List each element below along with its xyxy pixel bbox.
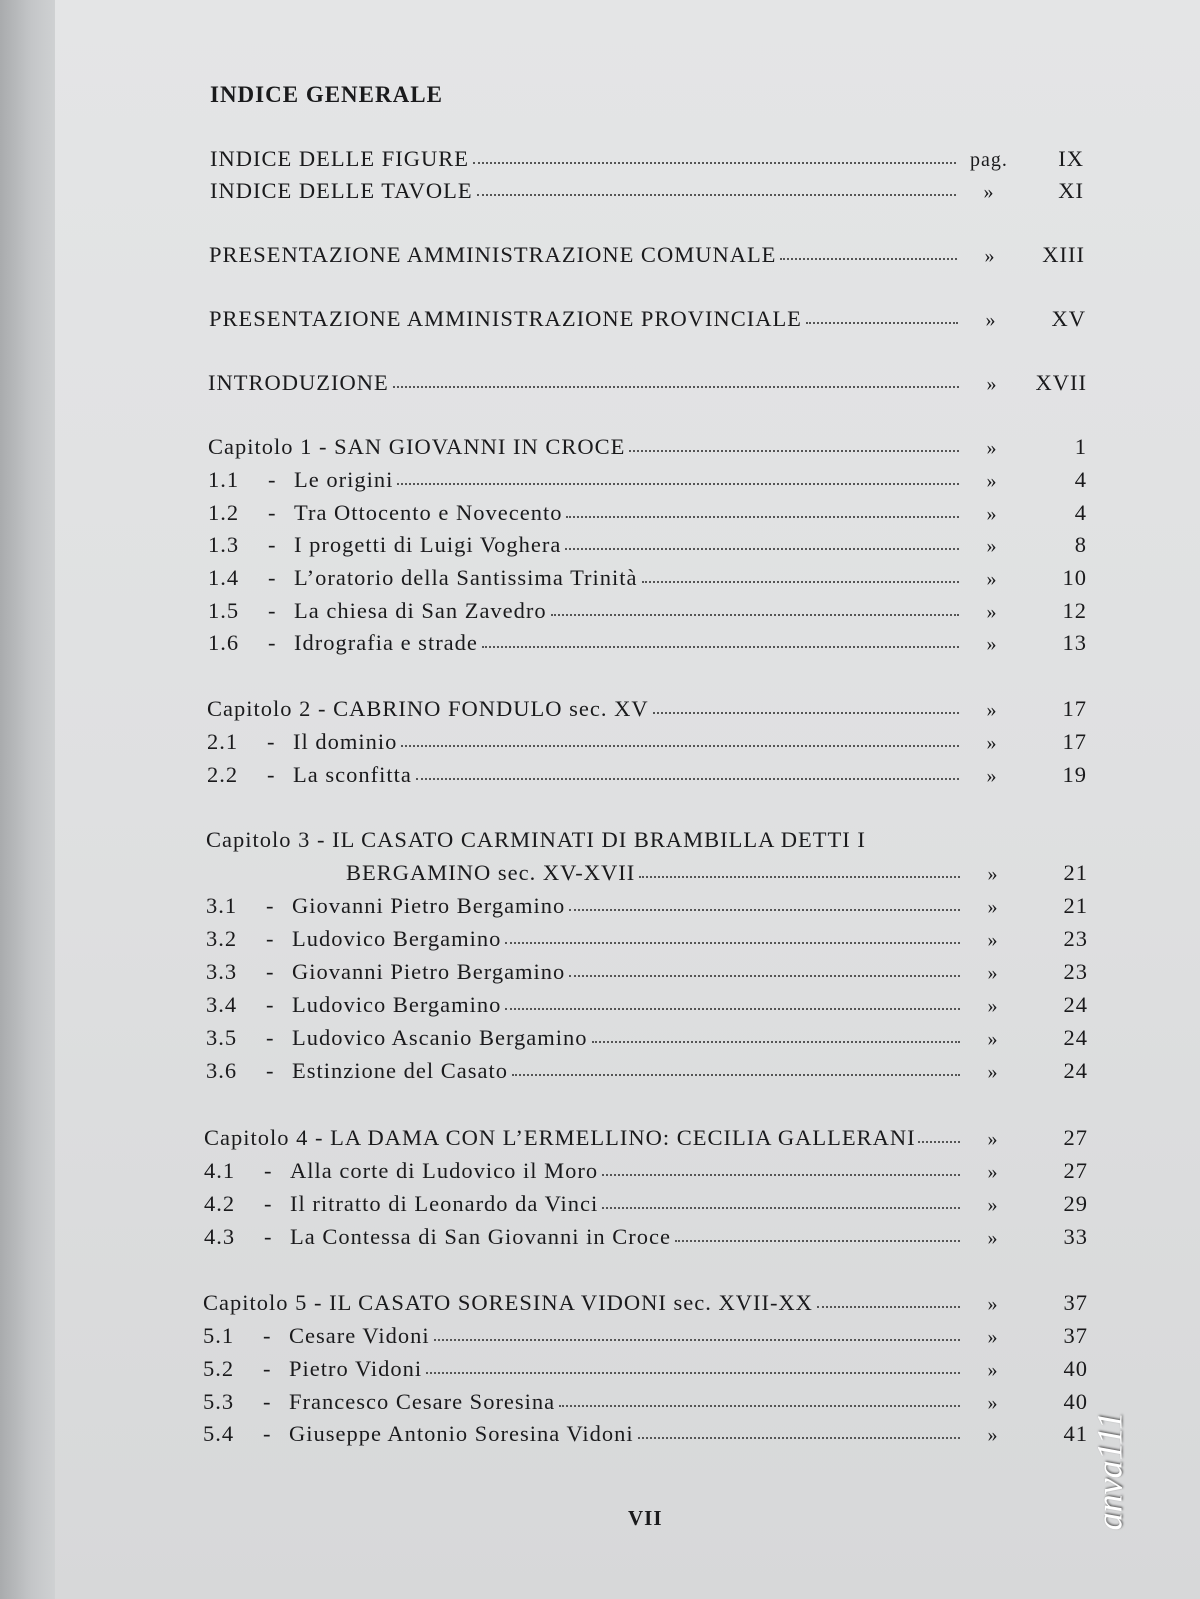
page-marker: »: [986, 568, 998, 590]
toc-entry-title: Il dominio: [293, 729, 398, 754]
separator-dash: -: [264, 1191, 273, 1216]
section-entry: [206, 1058, 1088, 1084]
page-marker: »: [987, 1424, 999, 1446]
separator-dash: -: [266, 992, 275, 1017]
separator-dash: -: [266, 926, 275, 951]
section-entry: [208, 598, 1087, 624]
section-number: 3.3: [206, 959, 238, 984]
toc-entry: [209, 242, 1085, 268]
chapter-entry-continuation: [206, 860, 1088, 886]
toc-entry-title: INDICE DELLE TAVOLE: [210, 178, 473, 203]
section-entry: [208, 630, 1087, 656]
dot-leader: [393, 386, 959, 388]
separator-dash: -: [267, 762, 276, 787]
toc-entry-title: PRESENTAZIONE AMMINISTRAZIONE PROVINCIALE: [209, 306, 802, 331]
toc-entry-page: 10: [1062, 565, 1087, 590]
section-number: 1.2: [208, 500, 240, 525]
separator-dash: -: [268, 532, 277, 557]
toc-entry-title: INTRODUZIONE: [208, 370, 389, 395]
section-entry: [208, 565, 1087, 591]
toc-entry-page: XVII: [1035, 370, 1087, 395]
section-entry: [208, 467, 1087, 493]
section-number: 3.1: [206, 893, 238, 918]
toc-entry-title: Alla corte di Ludovico il Moro: [290, 1158, 599, 1183]
toc-entry-title: BERGAMINO sec. XV-XVII: [346, 860, 636, 885]
page-marker: »: [986, 699, 998, 721]
dot-leader: [592, 1041, 960, 1043]
section-entry: [203, 1323, 1088, 1349]
page-marker: »: [987, 929, 999, 951]
dot-leader: [512, 1074, 960, 1076]
dot-leader: [642, 581, 959, 583]
section-number: 1.1: [208, 467, 240, 492]
separator-dash: -: [268, 565, 277, 590]
section-number: 5.1: [203, 1323, 235, 1348]
section-entry: [203, 1389, 1088, 1415]
toc-entry-page: 8: [1074, 532, 1087, 557]
separator-dash: -: [263, 1356, 272, 1381]
page-marker: »: [987, 896, 999, 918]
toc-entry: [208, 370, 1087, 396]
dot-leader: [551, 614, 959, 616]
page-marker: »: [986, 765, 998, 787]
toc-entry-title: La chiesa di San Zavedro: [294, 598, 547, 623]
dot-leader: [918, 1141, 960, 1143]
toc-entry-page: XV: [1051, 306, 1086, 331]
page-marker: »: [987, 863, 999, 885]
toc-entry-title: Giovanni Pietro Bergamino: [292, 893, 566, 918]
toc-entry-title: Cesare Vidoni: [289, 1323, 430, 1348]
separator-dash: -: [266, 893, 275, 918]
separator-dash: -: [267, 729, 276, 754]
toc-entry-page: 40: [1063, 1389, 1088, 1414]
toc-entry-page: 4: [1074, 500, 1087, 525]
page-marker: »: [986, 732, 998, 754]
section-number: 1.3: [208, 532, 240, 557]
watermark-text: anva111: [1089, 1411, 1130, 1531]
toc-entry-page: 23: [1063, 959, 1088, 984]
page-marker: »: [987, 1359, 999, 1381]
separator-dash: -: [263, 1421, 272, 1446]
dot-leader: [559, 1405, 960, 1407]
toc-entry-page: 17: [1062, 729, 1087, 754]
toc-entry-title: Ludovico Ascanio Bergamino: [292, 1025, 588, 1050]
toc-entry-title: La Contessa di San Giovanni in Croce: [290, 1224, 671, 1249]
page-marker: »: [987, 1227, 999, 1249]
toc-entry-page: 29: [1063, 1191, 1088, 1216]
page-marker: »: [987, 962, 999, 984]
dot-leader: [602, 1174, 960, 1176]
section-number: 5.2: [203, 1356, 235, 1381]
page-marker: »: [987, 1326, 999, 1348]
section-entry: [203, 1421, 1088, 1447]
toc-entry-page: 23: [1063, 926, 1088, 951]
toc-entry-page: 33: [1063, 1224, 1088, 1249]
page-marker: »: [986, 535, 998, 557]
dot-leader: [806, 322, 958, 324]
dot-leader: [653, 712, 959, 714]
section-entry: [208, 500, 1087, 526]
section-entry: [203, 1356, 1088, 1382]
toc-entry-title: Ludovico Bergamino: [292, 992, 502, 1017]
dot-leader: [416, 778, 959, 780]
toc-entry-page: 4: [1074, 467, 1087, 492]
toc-entry-title: Ludovico Bergamino: [292, 926, 502, 951]
separator-dash: -: [268, 500, 277, 525]
page-marker: »: [985, 309, 997, 331]
dot-leader: [817, 1306, 960, 1308]
section-entry: [207, 762, 1087, 788]
section-entry: [206, 893, 1088, 919]
section-number: 3.2: [206, 926, 238, 951]
page-marker: »: [983, 181, 995, 203]
section-entry: [206, 959, 1088, 985]
toc-entry-title: Francesco Cesare Soresina: [289, 1389, 556, 1414]
toc-entry-page: 27: [1063, 1158, 1088, 1183]
page-marker: »: [986, 601, 998, 623]
toc-entry-title: L’oratorio della Santissima Trinità: [294, 565, 638, 590]
watermark: [1090, 1410, 1130, 1530]
separator-dash: -: [264, 1224, 273, 1249]
toc-entry-title: Capitolo 4 - LA DAMA CON L’ERMELLINO: CECILIA GALLERANI: [204, 1125, 916, 1150]
dot-leader: [397, 483, 959, 485]
chapter-entry: [208, 434, 1087, 460]
section-number: 3.4: [206, 992, 238, 1017]
section-entry: [204, 1158, 1088, 1184]
section-number: 5.4: [203, 1421, 235, 1446]
toc-entry-page: 27: [1063, 1125, 1088, 1150]
section-entry: [208, 532, 1087, 558]
section-number: 5.3: [203, 1389, 235, 1414]
page-marker: »: [987, 1194, 999, 1216]
dot-leader: [638, 1437, 960, 1439]
toc-entry: [210, 178, 1084, 204]
separator-dash: -: [266, 1058, 275, 1083]
dot-leader: [569, 975, 960, 977]
dot-leader: [602, 1207, 960, 1209]
toc-entry-title: Pietro Vidoni: [289, 1356, 423, 1381]
dot-leader: [482, 646, 959, 648]
page-marker: »: [986, 633, 998, 655]
toc-entry-page: 12: [1062, 598, 1087, 623]
chapter-entry: [206, 827, 1086, 853]
separator-dash: -: [263, 1389, 272, 1414]
chapter-entry: [203, 1290, 1088, 1316]
page-marker: »: [987, 1392, 999, 1414]
toc-entry: [209, 306, 1086, 332]
dot-leader: [639, 876, 960, 878]
chapter-entry: [207, 696, 1087, 722]
section-number: 3.5: [206, 1025, 238, 1050]
toc-entry-page: 1: [1074, 434, 1087, 459]
toc-entry-title: La sconfitta: [293, 762, 412, 787]
section-entry: [204, 1224, 1088, 1250]
toc-entry-title: Giovanni Pietro Bergamino: [292, 959, 566, 984]
section-number: 4.2: [204, 1191, 236, 1216]
page-marker: »: [986, 503, 998, 525]
page-marker: »: [987, 1128, 999, 1150]
section-entry: [206, 992, 1088, 1018]
dot-leader: [566, 516, 959, 518]
page-marker: »: [987, 1293, 999, 1315]
toc-entry-title: Idrografia e strade: [294, 630, 478, 655]
section-number: 2.2: [207, 762, 239, 787]
section-number: 1.4: [208, 565, 240, 590]
section-number: 4.3: [204, 1224, 236, 1249]
page-marker: »: [986, 437, 998, 459]
toc-entry-title: Giuseppe Antonio Soresina Vidoni: [289, 1421, 634, 1446]
toc-heading: INDICE GENERALE: [210, 82, 443, 107]
toc-entry-page: 17: [1062, 696, 1087, 721]
toc-entry-title: Capitolo 5 - IL CASATO SORESINA VIDONI sec. XVII-XX: [203, 1290, 813, 1315]
dot-leader: [505, 942, 960, 944]
dot-leader: [569, 909, 960, 911]
separator-dash: -: [266, 959, 275, 984]
toc-entry-page: 37: [1063, 1290, 1088, 1315]
dot-leader: [629, 450, 959, 452]
chapter-entry: [204, 1125, 1088, 1151]
toc-entry-page: IX: [1058, 146, 1084, 171]
toc-entry-title: Capitolo 1 - SAN GIOVANNI IN CROCE: [208, 434, 626, 459]
toc-entry-title: INDICE DELLE FIGURE: [210, 146, 469, 171]
page-marker: »: [987, 1061, 999, 1083]
toc-entry-page: 40: [1063, 1356, 1088, 1381]
section-number: 2.1: [207, 729, 239, 754]
dot-leader: [477, 194, 956, 196]
section-number: 3.6: [206, 1058, 238, 1083]
toc-entry-page: XIII: [1042, 242, 1085, 267]
page-marker: »: [986, 373, 998, 395]
toc-entry-title: PRESENTAZIONE AMMINISTRAZIONE COMUNALE: [209, 242, 777, 267]
toc-entry-title: I progetti di Luigi Voghera: [294, 532, 562, 557]
toc-entry: [210, 146, 1084, 172]
dot-leader: [675, 1240, 960, 1242]
section-number: 4.1: [204, 1158, 236, 1183]
dot-leader: [473, 162, 956, 164]
page-marker: »: [987, 1028, 999, 1050]
toc-entry-page: 24: [1063, 1025, 1088, 1050]
toc-entry-page: 21: [1063, 893, 1088, 918]
separator-dash: -: [268, 598, 277, 623]
toc-entry-title: Il ritratto di Leonardo da Vinci: [290, 1191, 599, 1216]
dot-leader: [401, 745, 959, 747]
section-entry: [204, 1191, 1088, 1217]
dot-leader: [426, 1372, 960, 1374]
toc-entry-title: Capitolo 2 - CABRINO FONDULO sec. XV: [207, 696, 649, 721]
page-number-footer: VII: [628, 1506, 663, 1530]
toc-entry-title: Estinzione del Casato: [292, 1058, 508, 1083]
dot-leader: [780, 258, 957, 260]
separator-dash: -: [266, 1025, 275, 1050]
section-entry: [206, 926, 1088, 952]
section-number: 1.6: [208, 630, 240, 655]
page-marker: »: [987, 995, 999, 1017]
page-marker: »: [987, 1161, 999, 1183]
section-number: 1.5: [208, 598, 240, 623]
toc-entry-page: 19: [1062, 762, 1087, 787]
page-marker: pag.: [970, 149, 1008, 171]
toc-entry-title: Le origini: [294, 467, 394, 492]
page-marker: »: [986, 470, 998, 492]
toc-entry-title: Capitolo 3 - IL CASATO CARMINATI DI BRAMBILLA DETTI I: [206, 827, 866, 852]
toc-entry-page: 37: [1063, 1323, 1088, 1348]
section-entry: [206, 1025, 1088, 1051]
toc-entry-page: XI: [1058, 178, 1084, 203]
separator-dash: -: [264, 1158, 273, 1183]
separator-dash: -: [268, 467, 277, 492]
separator-dash: -: [268, 630, 277, 655]
toc-entry-title: Tra Ottocento e Novecento: [294, 500, 563, 525]
dot-leader: [434, 1339, 960, 1341]
separator-dash: -: [263, 1323, 272, 1348]
toc-entry-page: 24: [1063, 992, 1088, 1017]
toc-entry-page: 21: [1063, 860, 1088, 885]
dot-leader: [505, 1008, 960, 1010]
toc-entry-page: 13: [1062, 630, 1087, 655]
dot-leader: [565, 548, 959, 550]
page-marker: »: [984, 245, 996, 267]
section-entry: [207, 729, 1087, 755]
toc-entry-page: 24: [1063, 1058, 1088, 1083]
toc-entry-page: 41: [1063, 1421, 1088, 1446]
